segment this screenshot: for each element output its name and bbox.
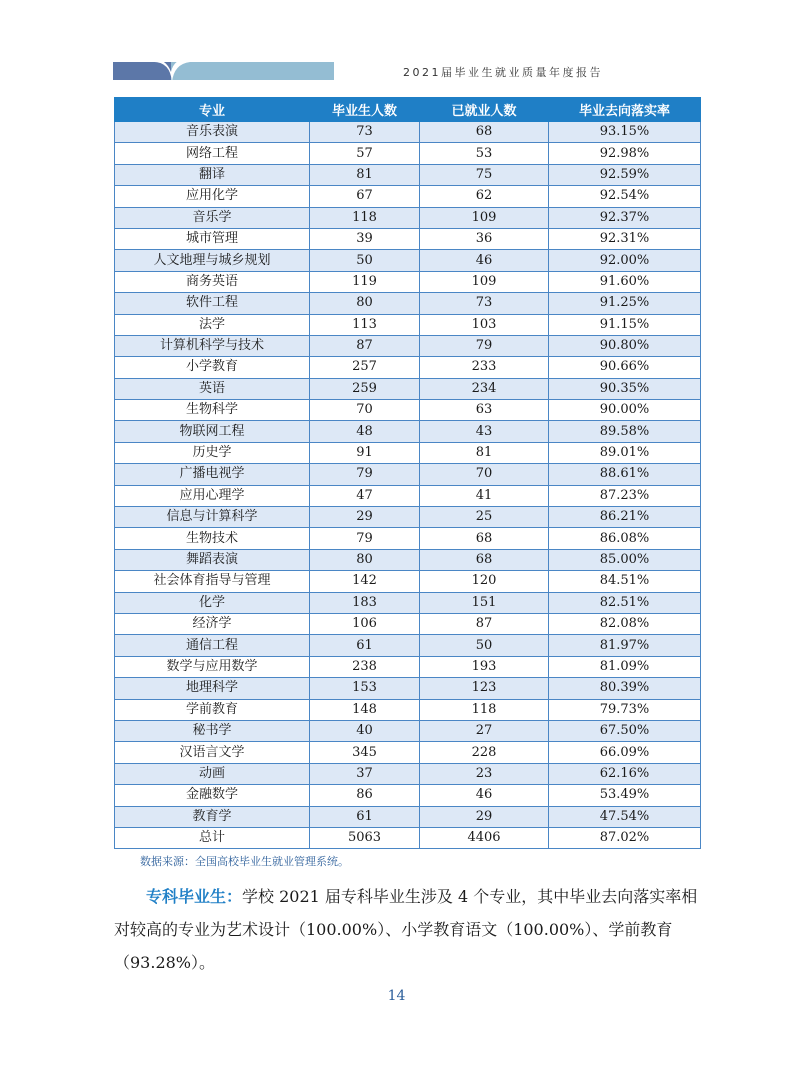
cell-major: 应用化学 [115, 186, 310, 207]
cell-major: 经济学 [115, 613, 310, 634]
cell-major: 生物科学 [115, 400, 310, 421]
cell-employed: 29 [420, 806, 549, 827]
table-row [115, 699, 701, 720]
cell-employed: 109 [420, 271, 549, 292]
cell-rate: 89.01% [549, 442, 701, 463]
cell-employed: 193 [420, 656, 549, 677]
table-row [115, 357, 701, 378]
report-title: 2021届毕业生就业质量年度报告 [403, 66, 603, 79]
cell-rate: 81.97% [549, 635, 701, 656]
cell-employed: 75 [420, 164, 549, 185]
table-row [115, 678, 701, 699]
table-row [115, 421, 701, 442]
cell-graduates: 183 [310, 592, 420, 613]
table-row [115, 635, 701, 656]
cell-graduates: 148 [310, 699, 420, 720]
cell-rate: 93.15% [549, 122, 701, 143]
cell-graduates: 106 [310, 613, 420, 634]
cell-graduates: 87 [310, 335, 420, 356]
table-row [115, 806, 701, 827]
cell-rate: 90.00% [549, 400, 701, 421]
cell-rate: 67.50% [549, 720, 701, 741]
cell-employed: 120 [420, 571, 549, 592]
col-header-major: 专业 [115, 98, 310, 122]
cell-employed: 23 [420, 763, 549, 784]
cell-graduates: 39 [310, 228, 420, 249]
cell-graduates: 80 [310, 549, 420, 570]
cell-employed: 63 [420, 400, 549, 421]
table-row [115, 571, 701, 592]
cell-major: 物联网工程 [115, 421, 310, 442]
cell-employed: 123 [420, 678, 549, 699]
table-row [115, 250, 701, 271]
cell-graduates: 113 [310, 314, 420, 335]
table-row [115, 186, 701, 207]
cell-rate: 91.15% [549, 314, 701, 335]
cell-rate: 90.66% [549, 357, 701, 378]
table-row [115, 720, 701, 741]
cell-major: 法学 [115, 314, 310, 335]
cell-employed: 68 [420, 549, 549, 570]
table-row [115, 485, 701, 506]
cell-employed: 79 [420, 335, 549, 356]
paragraph-label: 专科毕业生： [146, 887, 243, 906]
cell-graduates: 79 [310, 528, 420, 549]
cell-graduates: 345 [310, 742, 420, 763]
cell-major: 金融数学 [115, 785, 310, 806]
cell-major: 教育学 [115, 806, 310, 827]
cell-rate: 92.98% [549, 143, 701, 164]
cell-employed: 70 [420, 464, 549, 485]
cell-rate: 82.08% [549, 613, 701, 634]
cell-employed: 81 [420, 442, 549, 463]
cell-employed: 73 [420, 293, 549, 314]
table-row [115, 143, 701, 164]
cell-graduates: 257 [310, 357, 420, 378]
cell-major: 音乐表演 [115, 122, 310, 143]
cell-graduates: 118 [310, 207, 420, 228]
cell-major: 舞蹈表演 [115, 549, 310, 570]
cell-rate: 90.35% [549, 378, 701, 399]
cell-rate: 81.09% [549, 656, 701, 677]
table-row [115, 507, 701, 528]
table-row [115, 785, 701, 806]
cell-graduates: 70 [310, 400, 420, 421]
cell-graduates: 47 [310, 485, 420, 506]
table-row [115, 656, 701, 677]
cell-major: 通信工程 [115, 635, 310, 656]
table-row [115, 442, 701, 463]
cell-major: 网络工程 [115, 143, 310, 164]
cell-graduates: 73 [310, 122, 420, 143]
cell-employed: 36 [420, 228, 549, 249]
cell-graduates: 259 [310, 378, 420, 399]
cell-employed: 62 [420, 186, 549, 207]
table-row [115, 464, 701, 485]
cell-rate: 87.23% [549, 485, 701, 506]
table-row [115, 271, 701, 292]
table-row [115, 335, 701, 356]
cell-major: 信息与计算科学 [115, 507, 310, 528]
cell-graduates: 61 [310, 635, 420, 656]
table-row [115, 613, 701, 634]
table-row [115, 207, 701, 228]
cell-major: 数学与应用数学 [115, 656, 310, 677]
col-header-graduates: 毕业生人数 [310, 98, 420, 122]
cell-employed: 233 [420, 357, 549, 378]
cell-graduates: 61 [310, 806, 420, 827]
cell-rate: 85.00% [549, 549, 701, 570]
cell-graduates: 238 [310, 656, 420, 677]
cell-rate: 47.54% [549, 806, 701, 827]
cell-rate: 86.21% [549, 507, 701, 528]
specialist-graduates-paragraph [114, 880, 700, 979]
cell-employed: 151 [420, 592, 549, 613]
cell-employed: 46 [420, 785, 549, 806]
cell-major: 计算机科学与技术 [115, 335, 310, 356]
cell-major: 小学教育 [115, 357, 310, 378]
cell-major: 化学 [115, 592, 310, 613]
header-bar-light [171, 62, 334, 80]
cell-graduates: 5063 [310, 827, 420, 848]
paragraph-text: 学校 2021 届专科毕业生涉及 4 个专业，其中毕业去向落实率相对较高的专业为艺术设计（100.00%）、小学教育语文（100.00%）、学前教育（93.28%）。 [114, 887, 698, 972]
cell-major: 社会体育指导与管理 [115, 571, 310, 592]
cell-employed: 25 [420, 507, 549, 528]
table-header-row [115, 98, 701, 122]
cell-major: 地理科学 [115, 678, 310, 699]
cell-rate: 92.31% [549, 228, 701, 249]
cell-major: 广播电视学 [115, 464, 310, 485]
table-row [115, 122, 701, 143]
cell-rate: 82.51% [549, 592, 701, 613]
cell-major: 应用心理学 [115, 485, 310, 506]
cell-rate: 87.02% [549, 827, 701, 848]
cell-major: 英语 [115, 378, 310, 399]
cell-rate: 91.25% [549, 293, 701, 314]
table-row [115, 314, 701, 335]
cell-rate: 53.49% [549, 785, 701, 806]
cell-major: 学前教育 [115, 699, 310, 720]
table-row [115, 228, 701, 249]
cell-rate: 92.00% [549, 250, 701, 271]
cell-employed: 68 [420, 528, 549, 549]
cell-rate: 92.54% [549, 186, 701, 207]
cell-graduates: 48 [310, 421, 420, 442]
table-row [115, 592, 701, 613]
cell-major: 汉语言文学 [115, 742, 310, 763]
page-number: 14 [387, 988, 406, 1004]
cell-rate: 88.61% [549, 464, 701, 485]
cell-graduates: 153 [310, 678, 420, 699]
cell-major: 音乐学 [115, 207, 310, 228]
cell-employed: 103 [420, 314, 549, 335]
col-header-rate: 毕业去向落实率 [549, 98, 701, 122]
cell-rate: 92.37% [549, 207, 701, 228]
cell-graduates: 80 [310, 293, 420, 314]
cell-rate: 86.08% [549, 528, 701, 549]
cell-rate: 80.39% [549, 678, 701, 699]
cell-graduates: 37 [310, 763, 420, 784]
cell-major: 翻译 [115, 164, 310, 185]
table-row [115, 164, 701, 185]
data-source-note: 数据来源：全国高校毕业生就业管理系统。 [140, 855, 349, 868]
cell-graduates: 119 [310, 271, 420, 292]
cell-employed: 118 [420, 699, 549, 720]
employment-rate-table [114, 97, 701, 849]
cell-major: 人文地理与城乡规划 [115, 250, 310, 271]
table-row [115, 827, 701, 848]
cell-graduates: 81 [310, 164, 420, 185]
cell-major: 总计 [115, 827, 310, 848]
cell-graduates: 57 [310, 143, 420, 164]
cell-employed: 50 [420, 635, 549, 656]
cell-major: 商务英语 [115, 271, 310, 292]
table-row [115, 378, 701, 399]
cell-major: 软件工程 [115, 293, 310, 314]
cell-rate: 92.59% [549, 164, 701, 185]
cell-major: 城市管理 [115, 228, 310, 249]
header-swoosh-logo [150, 58, 190, 84]
table-row [115, 763, 701, 784]
cell-rate: 84.51% [549, 571, 701, 592]
cell-graduates: 29 [310, 507, 420, 528]
col-header-employed: 已就业人数 [420, 98, 549, 122]
cell-employed: 87 [420, 613, 549, 634]
cell-rate: 79.73% [549, 699, 701, 720]
cell-employed: 234 [420, 378, 549, 399]
cell-graduates: 67 [310, 186, 420, 207]
cell-rate: 62.16% [549, 763, 701, 784]
cell-employed: 68 [420, 122, 549, 143]
cell-employed: 4406 [420, 827, 549, 848]
cell-major: 动画 [115, 763, 310, 784]
cell-graduates: 50 [310, 250, 420, 271]
table-row [115, 742, 701, 763]
cell-rate: 91.60% [549, 271, 701, 292]
table-row [115, 293, 701, 314]
cell-major: 秘书学 [115, 720, 310, 741]
cell-rate: 89.58% [549, 421, 701, 442]
cell-graduates: 86 [310, 785, 420, 806]
cell-graduates: 91 [310, 442, 420, 463]
cell-employed: 43 [420, 421, 549, 442]
cell-graduates: 142 [310, 571, 420, 592]
cell-rate: 90.80% [549, 335, 701, 356]
cell-major: 生物技术 [115, 528, 310, 549]
cell-graduates: 40 [310, 720, 420, 741]
cell-employed: 46 [420, 250, 549, 271]
table-row [115, 400, 701, 421]
cell-major: 历史学 [115, 442, 310, 463]
cell-employed: 27 [420, 720, 549, 741]
cell-graduates: 79 [310, 464, 420, 485]
cell-rate: 66.09% [549, 742, 701, 763]
table-body [115, 122, 701, 849]
cell-employed: 109 [420, 207, 549, 228]
table-row [115, 528, 701, 549]
cell-employed: 53 [420, 143, 549, 164]
cell-employed: 41 [420, 485, 549, 506]
cell-employed: 228 [420, 742, 549, 763]
table-row [115, 549, 701, 570]
